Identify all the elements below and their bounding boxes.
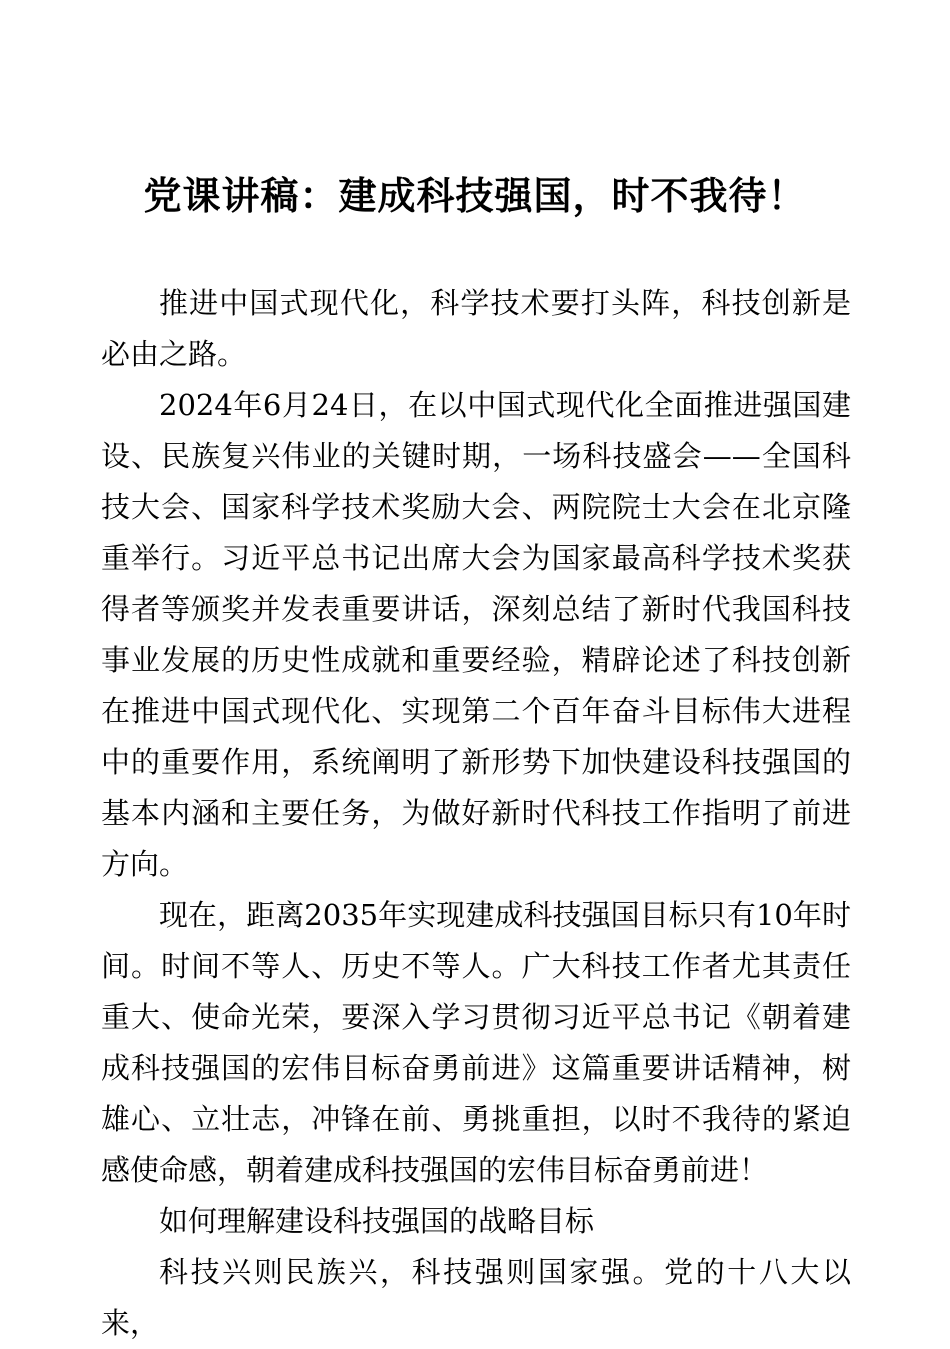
paragraph-goal-2035: 现在，距离2035年实现建成科技强国目标只有10年时间。时间不等人、历史不等人。广大科技工作者尤其责任重大、使命光荣，要深入学习贯彻习近平总书记《朝着建成科技强国的宏伟目标奋勇前进》这篇重要讲话精神，树雄心、立壮志，冲锋在前、勇挑重担，以时不我待的紧迫感使命感，朝着建成科技强国的宏伟目标奋勇前进！: [101, 898, 851, 1187]
paragraph-final: 科技兴则民族兴，科技强则国家强。党的十八大以来，: [101, 1255, 851, 1340]
section-heading: 如何理解建设科技强国的战略目标: [159, 1204, 595, 1238]
paragraph-conference: 2024年6月24日，在以中国式现代化全面推进强国建设、民族复兴伟业的关键时期，一场科技盛会——全国科技大会、国家科学技术奖励大会、两院院士大会在北京隆重举行。习近平总书记出席大会为国家最高科学技术奖获得者等颁奖并发表重要讲话，深刻总结了新时代我国科技事业发展的历史性成就和重要经验，精辟论述了科技创新在推进中国式现代化、实现第二个百年奋斗目标伟大进程中的重要作用，系统阐明了新形势下加快建设科技强国的基本内涵和主要任务，为做好新时代科技工作指明了前进方向。: [101, 388, 851, 881]
paragraph-intro: 推进中国式现代化，科学技术要打头阵，科技创新是必由之路。: [101, 286, 851, 371]
document-body: [101, 278, 851, 1349]
document-title: 党课讲稿：建成科技强国，时不我待！: [143, 173, 807, 218]
